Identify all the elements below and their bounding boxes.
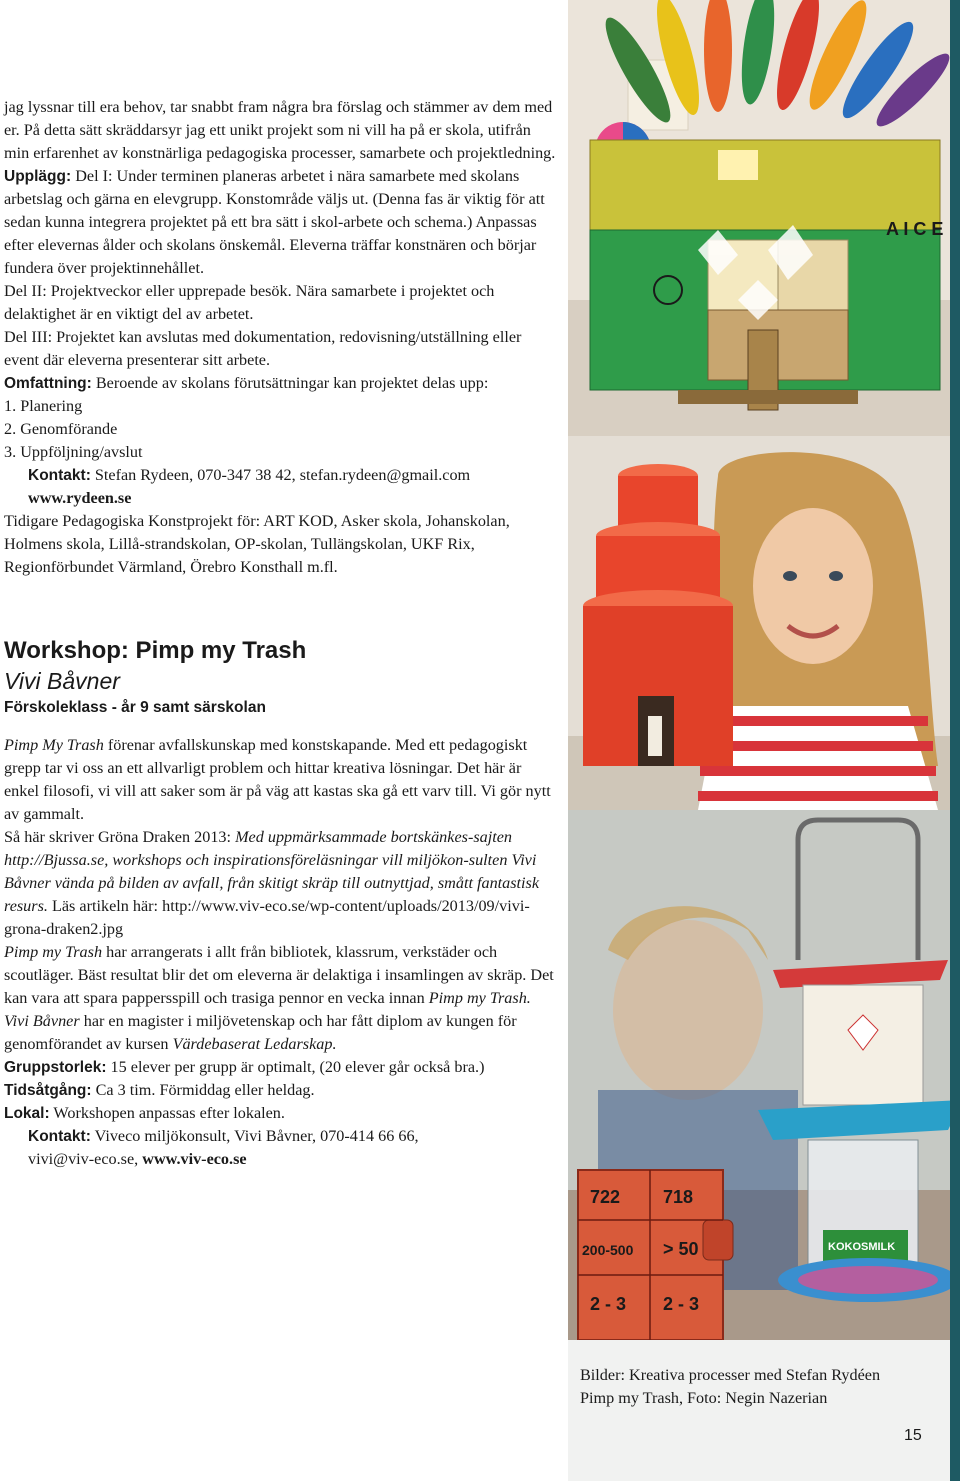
kontakt-line — [4, 464, 560, 487]
intro-text: förenar avfallskunskap med konstskapande. Med ett pedagogiskt grepp tar vi oss an ett allvarligt problem och hittar kreativa lösningar. Det här är enkel filosofi, vi vill att saker som är på väg att kastas ska gå ett varv till. Vi gör nytt av gammalt. — [4, 736, 551, 823]
p3-italic: Pimp my Trash — [4, 943, 103, 961]
step-item: 2. Genomförande — [4, 420, 118, 438]
step-item: 1. Planering — [4, 397, 83, 415]
upplagg-text: Del I: Under terminen planeras arbetet i nära samarbete med skolans arbetslag och gärna en elevgrupp. Konstområde väljs ut. (Denna fas är viktig för att sedan kunna integrera projektet på ett bra sätt i skol-arbete och schema.) Anpassas efter elevernas ålder och skolans önskemål. Eleverna träffar konstnären och börjar fundera över projektinnehållet. — [4, 167, 545, 277]
page-number: 15 — [904, 1427, 922, 1444]
bio-paragraph — [4, 1010, 560, 1056]
quote-after: Läs artikeln här: http://www.viv-eco.se/wp-content/uploads/2013/09/vivi-grona-draken2.jpg — [4, 897, 530, 938]
omfattning-text: Beroende av skolans förutsättningar kan projektet delas upp: — [91, 374, 489, 392]
lokal-line — [4, 1102, 560, 1125]
p3-italic-end: Pimp my Trash. — [428, 989, 531, 1007]
box-number: > 50 — [663, 1239, 699, 1259]
photo-caption — [580, 1364, 950, 1410]
box-number: 2 - 3 — [663, 1294, 700, 1314]
kontakt-text: Stefan Rydeen, 070-347 38 42, stefan.rydeen@gmail.com — [90, 466, 471, 484]
grupp-label: Gruppstorlek: — [4, 1059, 107, 1076]
caption-line-1: Bilder: Kreativa processer med Stefan Rydéen — [580, 1366, 881, 1384]
box-number: 718 — [663, 1187, 694, 1207]
ws-kontakt-text: Viveco miljökonsult, Vivi Båvner, 070-414 66 66, — [90, 1127, 419, 1145]
workshop-title: Workshop: Pimp my Trash — [4, 637, 307, 664]
omfattning-label: Omfattning: — [4, 375, 92, 392]
tid-label: Tidsåtgång: — [4, 1082, 92, 1099]
workshop-intro — [4, 734, 560, 826]
ws-kontakt-line-2 — [4, 1148, 560, 1171]
p4-text: har en magister i miljövetenskap och har fått diplom av kungen för genomförandet av kursen — [4, 1012, 517, 1053]
intro-paragraph: jag lyssnar till era behov, tar snabbt fram några bra förslag och stämmer av dem med er. På detta sätt skräddarsyr jag ett unikt projekt som ni vill ha på er skola, utifrån min erfarenhet av konstnärliga pedagogiska processer, samarbete och projektledning. — [4, 98, 556, 162]
arranged-paragraph — [4, 941, 560, 1010]
website-link[interactable]: www.rydeen.se — [28, 489, 132, 507]
upplagg-label: Upplägg: — [4, 168, 72, 185]
photo-cardboard-house — [568, 0, 960, 436]
box-number: 722 — [590, 1187, 621, 1207]
sign-letters: A I C E — [886, 219, 944, 239]
photo-girl-with-tower — [568, 436, 960, 810]
kontakt-label: Kontakt: — [28, 467, 91, 484]
workshop-text-column — [4, 734, 560, 1171]
workshop-author: Vivi Båvner — [4, 668, 120, 694]
tid-text: Ca 3 tim. Förmiddag eller heldag. — [91, 1081, 315, 1099]
intro-italic: Pimp My Trash — [4, 736, 104, 754]
edge-strip — [950, 0, 960, 1481]
caption-line-2: Pimp my Trash, Foto: Negin Nazerian — [580, 1389, 828, 1407]
p3-text: har arrangerats i allt från bibliotek, klassrum, verkstäder och scoutläger. Bäst resultat blir det om eleverna är delaktiga i insamlingen av skräp. Det kan vara att spara pappersspill och trasiga pennor en vecka innan — [4, 943, 554, 1007]
quote-italic: Med uppmärksammade bortskänkes-sajten http://Bjussa.se, workshops och inspirationsföreläsningar vill miljökon-sulten Vivi Båvner vända på bilden av avfall, från skitigt skräp till outnyttjad, smått fantastisk resurs. — [4, 828, 540, 915]
del2-paragraph: Del II: Projektveckor eller upprepade besök. Nära samarbete i projektet och delaktighet är en viktigt del av arbetet. — [4, 282, 495, 323]
workshop-audience: Förskoleklass - år 9 samt särskolan — [4, 699, 266, 716]
lokal-label: Lokal: — [4, 1105, 50, 1122]
upplagg-paragraph — [4, 165, 560, 280]
quote-intro: Så här skriver Gröna Draken 2013: — [4, 828, 236, 846]
ws-kontakt-email[interactable]: vivi@viv-eco.se, — [28, 1150, 143, 1168]
grupp-text: 15 elever per grupp är optimalt, (20 elever går också bra.) — [106, 1058, 485, 1076]
lokal-text: Workshopen anpassas efter lokalen. — [49, 1104, 285, 1122]
p4-italic-end: Värdebaserat Ledarskap. — [172, 1035, 337, 1053]
intro-text-column — [4, 96, 560, 579]
omfattning-paragraph — [4, 372, 560, 395]
photo-trash-lantern — [568, 810, 960, 1340]
p4-italic: Vivi Båvner — [4, 1012, 80, 1030]
ws-website-link[interactable]: www.viv-eco.se — [142, 1150, 247, 1168]
ws-kontakt-line — [4, 1125, 560, 1148]
ws-kontakt-label: Kontakt: — [28, 1128, 91, 1145]
tid-line — [4, 1079, 560, 1102]
previous-projects: Tidigare Pedagogiska Konstprojekt för: ART KOD, Asker skola, Johanskolan, Holmens skola, Lillå-strandskolan, OP-skolan, Tullängskolan, UKF Rix, Regionförbundet Värmland, Örebro Konsthall m.fl. — [4, 512, 510, 576]
step-item: 3. Uppföljning/avslut — [4, 443, 143, 461]
box-number: 200-500 — [582, 1242, 634, 1258]
quote-paragraph — [4, 826, 560, 941]
can-label: KOKOSMILK — [828, 1241, 896, 1253]
grupp-line — [4, 1056, 560, 1079]
box-number: 2 - 3 — [590, 1294, 627, 1314]
del3-paragraph: Del III: Projektet kan avslutas med dokumentation, redovisning/utställning eller event där eleverna presenterar sitt arbete. — [4, 328, 522, 369]
